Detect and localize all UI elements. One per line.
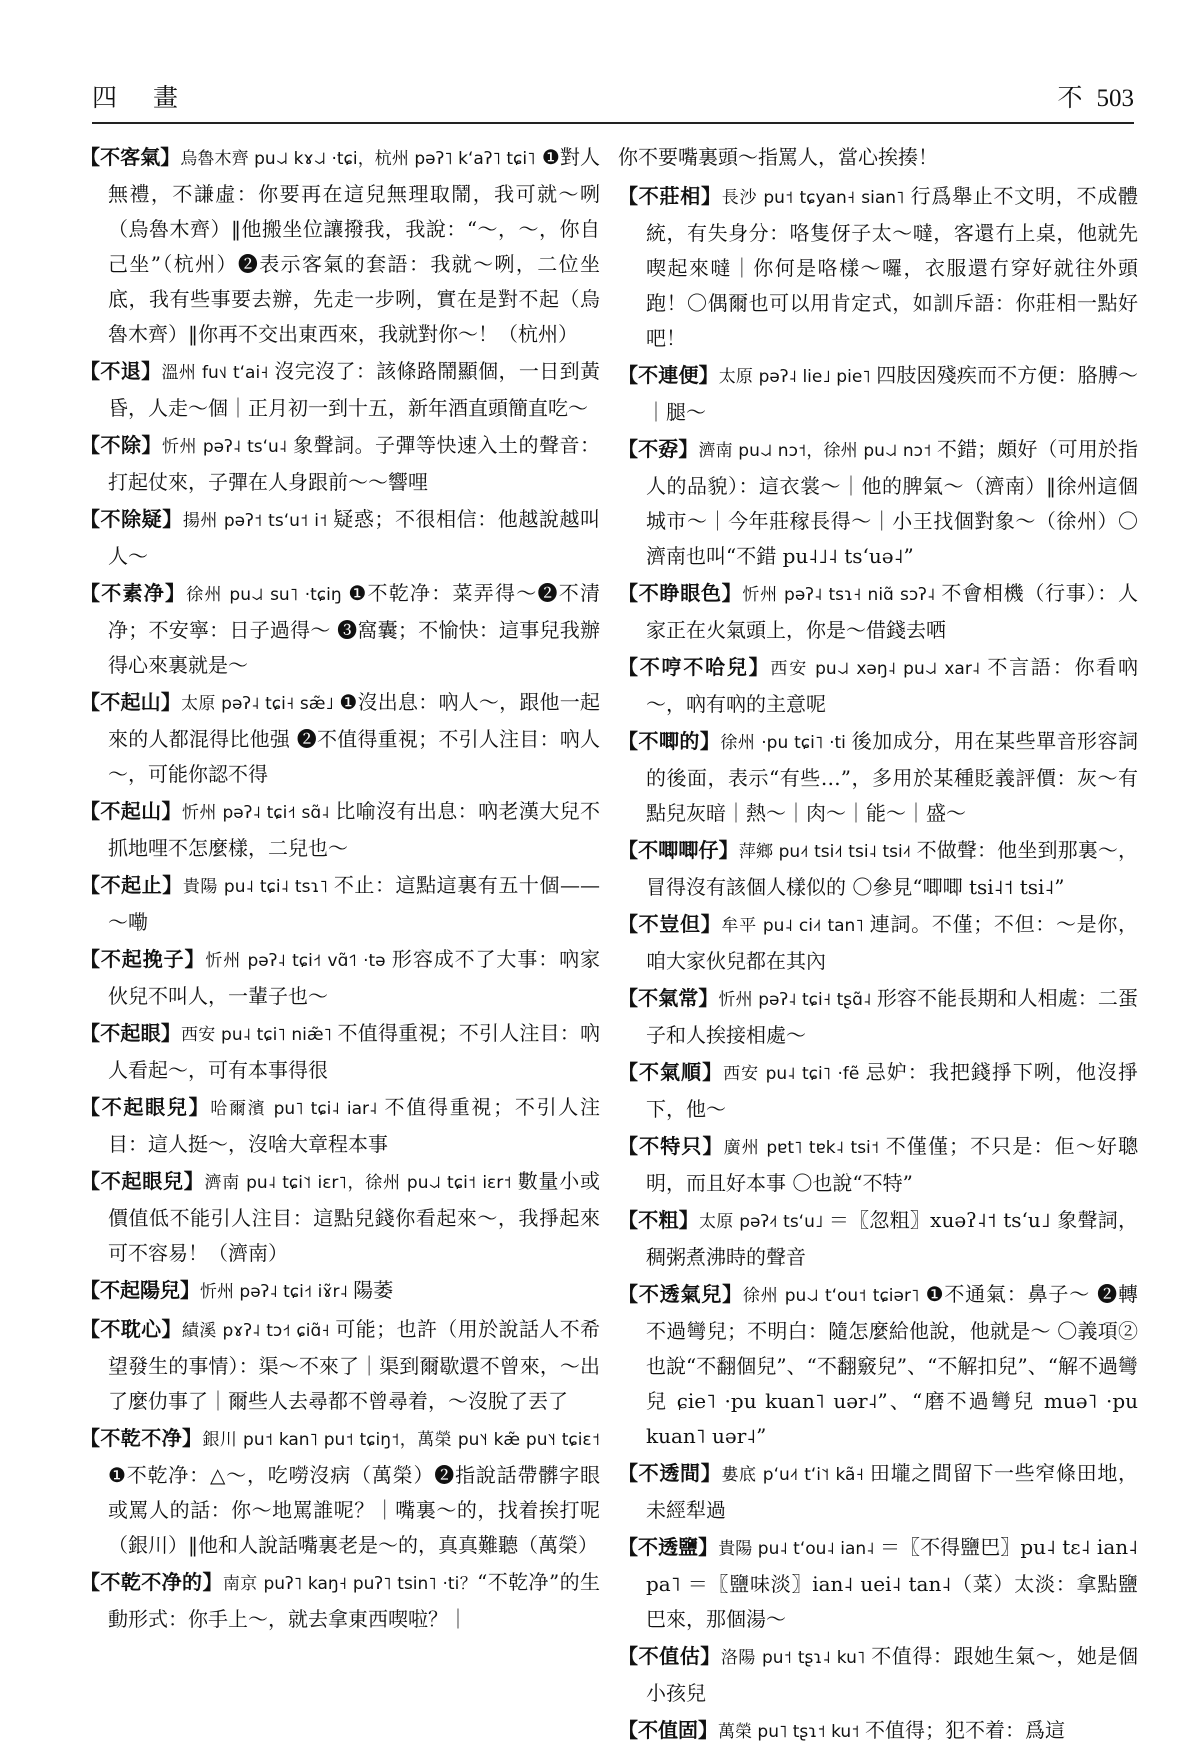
entry-pronunciation: 太原 pəʔ˨˦ tsʻu˩ xyxy=(699,1212,829,1232)
entry-definition: 不止：這點這裏有五十個——～嘞 xyxy=(108,873,601,934)
entry-headword: 【不值固】 xyxy=(618,1718,718,1742)
entry-headword: 【不起挽子】 xyxy=(80,947,206,971)
entry-headword: 【不特只】 xyxy=(618,1134,724,1158)
dictionary-entry xyxy=(618,833,1138,905)
right-column xyxy=(618,140,1139,1742)
entry-pronunciation: 忻州 pəʔ˨ tsʻu˨ xyxy=(161,437,294,457)
entry-definition: 不值得重視；不引人注目：吶人看起～，可有本事得很 xyxy=(108,1021,601,1082)
entry-definition: 忌妒：我把錢掙下咧，他沒掙下，他～ xyxy=(646,1060,1139,1121)
entry-definition: 行爲舉止不文明，不成體統，有失身分：咯隻伢子太～噠，客還冇上桌，他就先喫起來噠｜你何是咯樣～囉，衣服還冇穿好就往外頭跑！〇偶爾也可以用肯定式，如訓斥語：你莊相一點好吧！ xyxy=(646,184,1139,350)
dictionary-entry xyxy=(618,1203,1138,1275)
page-number: 503 xyxy=(1096,85,1134,112)
entry-pronunciation: 西安 pu˨ tɕi˥ niæ̃˥ xyxy=(181,1025,338,1045)
entry-definition: ＝〖不得鹽巴〗pu˨ tɛ˨ ian˨ pa˥ ＝〖鹽味淡〗ian˨ uei˨ tan˨（菜）太淡：拿點鹽巴來，那個湯～ xyxy=(646,1535,1138,1631)
entry-headword: 【不起山】 xyxy=(80,690,182,714)
entry-pronunciation: 婁底 pʻu˨˦ tʻi˥˦ kã˧ xyxy=(721,1465,870,1485)
dictionary-entry xyxy=(80,1016,600,1088)
dictionary-entry xyxy=(618,1530,1138,1637)
entry-definition: 比喻沒有出息：吶老漢大兒不抓地哩不怎麼樣，二兒也～ xyxy=(108,799,601,860)
entry-headword: 【不耽心】 xyxy=(80,1317,182,1341)
dictionary-entry xyxy=(618,432,1138,574)
dictionary-entry xyxy=(618,1129,1138,1201)
entry-pronunciation: 忻州 pəʔ˨ tɕi˧˦ sɑ̃˨ xyxy=(181,803,336,823)
entry-pronunciation: 徐州 pu˨˩˨ su˥ ·tɕiŋ xyxy=(186,585,349,605)
entry-definition: ❶沒出息：吶人～，跟他一起來的人都混得比他强 ❷不值得重視；不引人注目：吶人～，可能你認不得 xyxy=(108,690,601,786)
running-header xyxy=(92,78,1134,124)
entry-headword: 【不起山】 xyxy=(80,799,182,823)
entry-headword: 【不起眼兒】 xyxy=(80,1169,205,1193)
entry-headword: 【不起眼兒】 xyxy=(80,1095,211,1119)
dictionary-entry xyxy=(618,358,1138,430)
entry-definition: 可能；也許（用於說話人不希望發生的事情）：渠～不來了｜渠到爾歇還不曾來，～出了麼仂事了｜爾些人去尋都不曾尋着，～沒脫了丟了 xyxy=(108,1317,600,1413)
entry-headword: 【不透間】 xyxy=(618,1461,722,1485)
entry-pronunciation: 烏魯木齊 pu˨˩˨ kɤ˨˩˨ ·tɕi，杭州 pəʔ˥ kʻaʔ˥ tɕi˥ xyxy=(180,149,536,169)
entry-pronunciation: 忻州 pəʔ˨ tɕi˧ tʂɑ̃˨ xyxy=(718,990,877,1010)
entry-pronunciation: 長沙 pu˦ tɕyan˧ sian˥ xyxy=(721,188,911,208)
entry-definition: 數量小或價值低不能引人注目：這點兒錢你看起來～，我掙起來可不容易！（濟南） xyxy=(108,1169,601,1265)
entry-headword: 【不透氣兒】 xyxy=(618,1282,743,1306)
dictionary-entry xyxy=(618,907,1138,979)
entry-pronunciation: 徐州 ·pu tɕi˥ ·ti xyxy=(720,733,852,753)
entry-definition: 不值得重視；不引人注目：這人挺～，沒啥大章程本事 xyxy=(108,1095,601,1156)
entry-definition: 象聲詞。子彈等快速入土的聲音：打起仗來，子彈在人身跟前～～響哩 xyxy=(108,433,601,494)
dictionary-entry xyxy=(80,685,600,792)
entry-pronunciation: 忻州 pəʔ˨ tɕi˧˦ vɑ̃˦˥ ·tə xyxy=(205,951,392,971)
entry-headword: 【不唧的】 xyxy=(618,729,721,753)
dictionary-entry xyxy=(80,942,600,1014)
entry-pronunciation: 忻州 pəʔ˨ tɕi˧˦ iɤ̃r˨ xyxy=(200,1282,354,1302)
entry-headword: 【不起陽兒】 xyxy=(80,1278,200,1302)
entry-headword: 【不乾不净】 xyxy=(80,1426,203,1450)
section-title: 四 畫 xyxy=(92,83,192,112)
dictionary-entry xyxy=(80,1565,600,1637)
entry-headword: 【不乾不净的】 xyxy=(80,1570,223,1594)
entry-definition: 陽萎 xyxy=(353,1278,394,1302)
entry-definition: 沒完沒了：該條路鬧顯個，一日到黃昏，人走～個｜正月初一到十五，新年酒直頭簡直吃～ xyxy=(108,359,601,420)
entry-pronunciation: 績溪 pɤʔ˨ tɔ˧˦ ɕiɑ̃˧ xyxy=(181,1321,336,1341)
entry-pronunciation: 溫州 fu˦˩ tʻai˧ xyxy=(161,363,275,383)
dictionary-entry xyxy=(618,179,1138,356)
dictionary-entry xyxy=(80,1421,600,1563)
entry-pronunciation: 太原 pəʔ˨ lie˩ pie˥ xyxy=(718,367,877,387)
dictionary-entry xyxy=(80,1090,600,1162)
entry-pronunciation: 哈爾濱 pu˥ tɕi˨ iar˨ xyxy=(210,1099,385,1119)
dictionary-entry xyxy=(80,576,600,683)
dictionary-entry xyxy=(618,576,1138,648)
entry-pronunciation: 貴陽 pu˨ tʻou˨ ian˨ xyxy=(718,1539,880,1559)
dictionary-entry xyxy=(618,650,1138,722)
entry-pronunciation: 萍鄉 pu˨˦ tsi˨˦ tsi˨ tsi˨˦ xyxy=(738,842,917,862)
entry-headword: 【不氣順】 xyxy=(618,1060,724,1084)
entry-definition: ❶不乾净：△～，吃嘮沒病（萬榮）❷指說話帶髒字眼或罵人的話：你～地罵誰呢？｜嘴裏～的，找着挨打呢（銀川）‖他和人說話嘴裏老是～的，真真難聽（萬榮） xyxy=(108,1463,600,1557)
dictionary-entry xyxy=(618,1055,1138,1127)
entry-definition: 你不要嘴裏頭～指罵人，當心挨揍！ xyxy=(618,145,938,169)
page-locator xyxy=(1057,78,1134,114)
dictionary-entry xyxy=(618,1713,1138,1750)
entry-definition: 後加成分，用在某些單音形容詞的後面，表示“有些…”，多用於某種貶義評價：灰～有點兒灰暗｜熱～｜肉～｜能～｜盛～ xyxy=(646,729,1139,825)
dictionary-entry xyxy=(80,502,600,574)
entry-pronunciation: 濟南 pu˨ tɕi˥˦ iɛr˥，徐州 pu˨˩˨ tɕi˦ iɛr˦ xyxy=(204,1173,518,1193)
entry-pronunciation: 西安 pu˨ tɕi˥ ·fẽ xyxy=(723,1064,866,1084)
entry-definition: 形容不能長期和人相處：二蛋子和人挨接相處～ xyxy=(646,986,1139,1047)
dictionary-entry xyxy=(618,724,1138,831)
entry-definition: 不言語：你看吶～，吶有吶的主意呢 xyxy=(646,655,1139,716)
entry-headword: 【不客氣】 xyxy=(80,145,181,169)
entry-headword: 【不連便】 xyxy=(618,363,719,387)
entry-headword: 【不唧唧仔】 xyxy=(618,838,739,862)
entry-definition: ＝〖忽粗〗xuəʔ˨˦ tsʻu˩ 象聲詞，稠粥煮沸時的聲音 xyxy=(646,1208,1139,1269)
entry-pronunciation: 西安 pu˨˩˨ xəŋ˨ pu˨˩˨ xar˨ xyxy=(770,659,988,679)
dictionary-entry xyxy=(80,1273,600,1310)
entry-headword: 【不值估】 xyxy=(618,1644,721,1668)
entry-pronunciation: 濟南 pu˨˩˨ nɔ˦，徐州 pu˨˩˨ nɔ˦ xyxy=(698,441,937,461)
entry-pronunciation: 牟平 pu˨ ci˨˦ tan˥ xyxy=(721,916,870,936)
dictionary-entry xyxy=(80,1312,600,1419)
dictionary-entry xyxy=(618,1277,1138,1454)
entry-definition: 連詞。不僅；不但：～是你，咱大家伙兒都在其內 xyxy=(646,912,1139,973)
entry-headword: 【不哼不哈兒】 xyxy=(618,655,771,679)
entry-pronunciation: 洛陽 pu˦ tʂɿ˨ ku˥ xyxy=(720,1648,872,1668)
entry-definition: 不值得：跟她生氣～，她是個小孩兒 xyxy=(646,1644,1139,1705)
entry-definition: 疑惑；不很相信：他越說越叫人～ xyxy=(108,507,601,568)
dictionary-entry xyxy=(618,140,1138,177)
entry-definition: “不乾净”的生動形式：你手上～，就去拿東西喫啦？｜ xyxy=(108,1570,601,1631)
dictionary-entry xyxy=(618,1639,1138,1711)
entry-definition: 田壠之間留下一些窄條田地，未經犁過 xyxy=(646,1461,1139,1522)
entry-headword: 【不莊相】 xyxy=(618,184,722,208)
dictionary-entry xyxy=(80,428,600,500)
dictionary-entry xyxy=(80,354,600,426)
entry-headword: 【不除】 xyxy=(80,433,162,457)
entry-definition: ❶不乾净：菜弄得～❷不清净；不安寧：日子過得～ ❸窩囊；不愉快：這事兒我辦得心來裏就是～ xyxy=(108,581,600,677)
entry-definition: 不會相機（行事）：人家正在火氣頭上，你是～借錢去哂 xyxy=(646,581,1139,642)
dictionary-entry xyxy=(80,1164,600,1271)
entry-pronunciation: 南京 puʔ˥ kaŋ˧ puʔ˥ tsin˥ ·ti？ xyxy=(222,1574,478,1594)
entry-pronunciation: 貴陽 pu˨ tɕi˨ tsɿ˥ xyxy=(182,877,334,897)
dictionary-entry xyxy=(80,140,600,352)
entry-definition: 不錯；頗好（可用於指人的品貌）：這衣裳～｜他的脾氣～（濟南）‖徐州這個城市～｜今年莊稼長得～｜小王找個對象～（徐州）〇濟南也叫“不錯 pu˨˩˨ tsʻuə˨” xyxy=(646,437,1138,568)
entry-headword: 【不粗】 xyxy=(618,1208,700,1232)
entry-definition: 不做聲：他坐到那裏～，冒得沒有該個人樣似的 〇參見“唧唧 tsi˨˦ tsi˨” xyxy=(646,838,1139,899)
entry-definition: 不值得；犯不着：爲這 xyxy=(864,1718,1065,1742)
entry-headword: 【不氣常】 xyxy=(618,986,719,1010)
entry-headword: 【不退】 xyxy=(80,359,162,383)
entry-pronunciation: 徐州 pu˨˩˨ tʻou˦ tɕiər˥ xyxy=(742,1286,926,1306)
radical-heading: 不 xyxy=(1057,83,1083,112)
left-column xyxy=(80,140,600,1710)
entry-headword: 【不睁眼色】 xyxy=(618,581,743,605)
entry-pronunciation: 銀川 pu˦ kan˥ pu˦ tɕiŋ˦，萬榮 pu˥˧ kæ̃ pu˥˧ tɕiɛ˦ xyxy=(202,1430,601,1450)
entry-pronunciation: 太原 pəʔ˨ tɕi˧ sæ̃˩ xyxy=(181,694,340,714)
entry-pronunciation: 忻州 pəʔ˨ tsɿ˧ niɑ̃ sɔʔ˨ xyxy=(742,585,942,605)
entry-headword: 【不起止】 xyxy=(80,873,183,897)
entry-headword: 【不豈但】 xyxy=(618,912,722,936)
entry-headword: 【不孬】 xyxy=(618,437,699,461)
entry-definition: ❶不通氣：鼻子～ ❷轉不過彎兒；不明白：隨怎麼給他說，他就是～ 〇義項②也說“不翻個兒”、“不翻竅兒”、“不解扣兒”、“解不過彎兒 ɕie˥ ·pu kuan˥ uər˨”、“磨不過彎兒 muə˥ ·pu kuan˥ uər˨” xyxy=(646,1282,1138,1448)
entry-headword: 【不起眼】 xyxy=(80,1021,182,1045)
dictionary-entry xyxy=(80,794,600,866)
entry-definition: 四肢因殘疾而不方便：胳膊～｜腿～ xyxy=(646,363,1139,424)
entry-headword: 【不透鹽】 xyxy=(618,1535,719,1559)
entry-headword: 【不素净】 xyxy=(80,581,187,605)
dictionary-entry xyxy=(618,1456,1138,1528)
dictionary-entry xyxy=(618,981,1138,1053)
entry-pronunciation: 揚州 pəʔ˦ tsʻu˦ i˦ xyxy=(182,511,334,531)
entry-definition: 形容成不了大事：吶家伙兒不叫人，一輩子也～ xyxy=(108,947,601,1008)
entry-definition: 不僅僅；不只是：佢～好聰明，而且好本事 〇也說“不特” xyxy=(646,1134,1139,1195)
entry-pronunciation: 萬榮 pu˥ tʂɿ˦ ku˦ xyxy=(718,1722,865,1742)
entry-headword: 【不除疑】 xyxy=(80,507,183,531)
entry-pronunciation: 廣州 pɐt˥ tɐk˨ tsi˦ xyxy=(723,1138,886,1158)
entry-definition: ❶對人無禮，不謙虛：你要再在這兒無理取鬧，我可就～咧（烏魯木齊）‖他搬坐位讓撥我，我說：“～，～，你自己坐”（杭州）❷表示客氣的套語：我就～咧，二位坐底，我有些事要去辦，先走一步咧，實在是對不起（烏魯木齊）‖你再不交出東西來，我就對你～！（杭州） xyxy=(108,145,601,346)
dictionary-entry xyxy=(80,868,600,940)
